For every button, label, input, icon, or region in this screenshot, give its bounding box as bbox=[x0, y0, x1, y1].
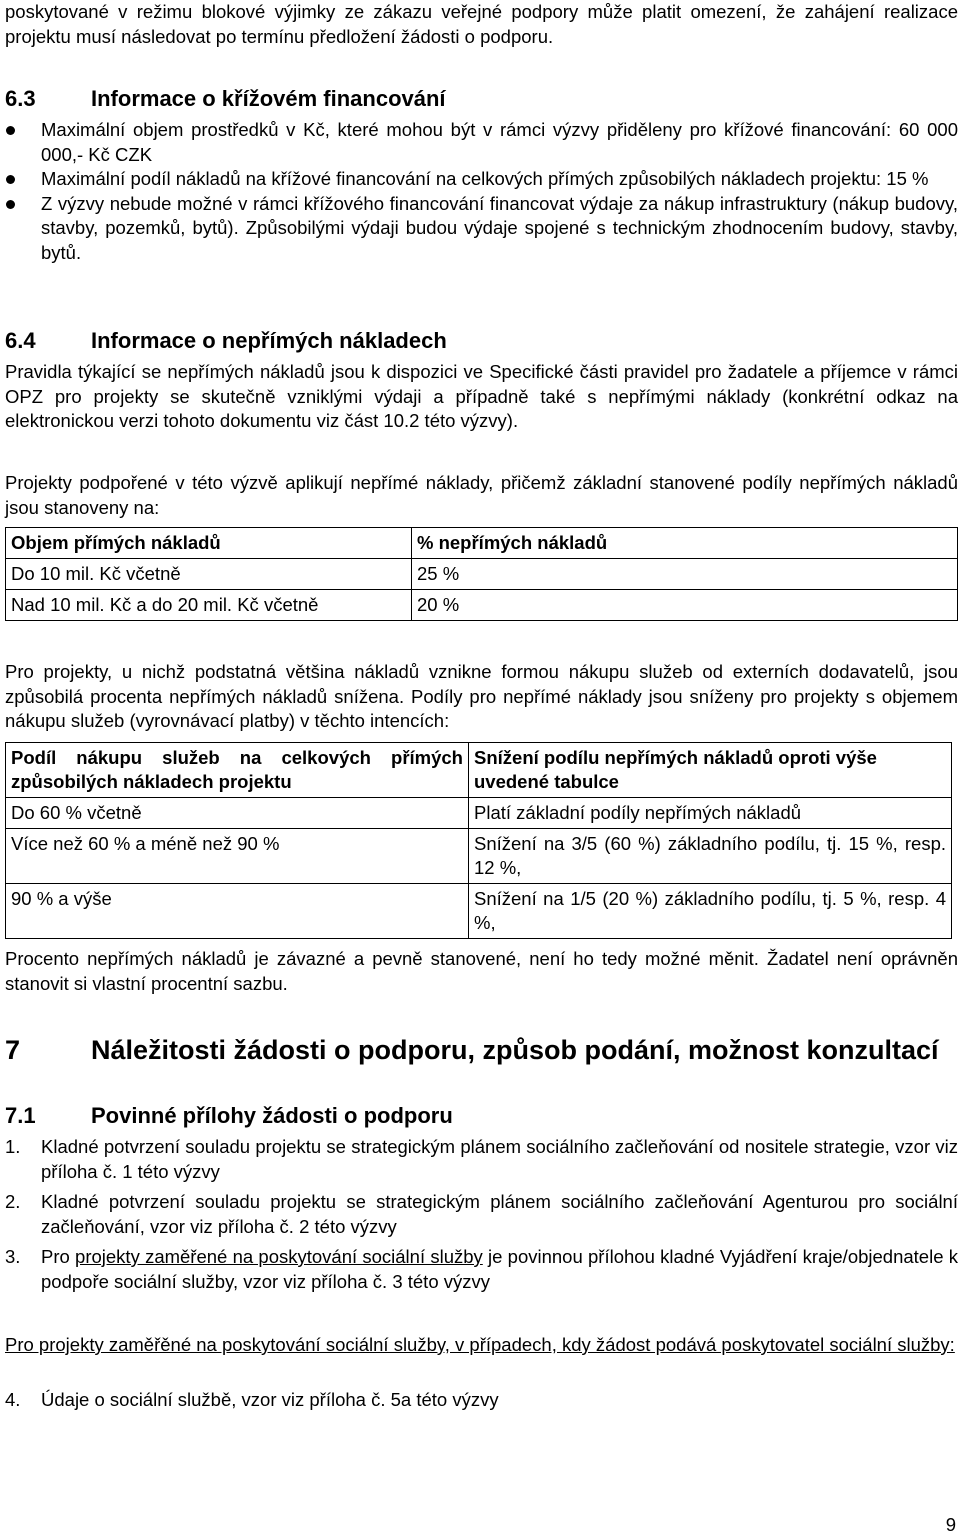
section-number: 7.1 bbox=[5, 1103, 36, 1128]
indirect-rates-table bbox=[5, 527, 958, 621]
list-item bbox=[5, 1190, 958, 1239]
section-7-heading bbox=[5, 1034, 958, 1066]
section-title: Povinné přílohy žádosti o podporu bbox=[91, 1103, 453, 1128]
table-cell: Více než 60 % a méně než 90 % bbox=[6, 829, 469, 884]
table-header-row bbox=[6, 743, 952, 798]
table-row bbox=[6, 798, 952, 829]
section-7-1-heading bbox=[5, 1103, 453, 1129]
list-item-text: je povinnou přílohou kladné Vyjádření kraje/objednatele k podpoře sociální služby, vzor viz příloha č. 3 této výzvy bbox=[41, 1246, 958, 1292]
section-number: 6.4 bbox=[5, 328, 36, 353]
underlined-text: projekty zaměřené na poskytování sociální služby bbox=[75, 1246, 483, 1267]
list-item: Z výzvy nebude možné v rámci křížového financování financovat výdaje za nákup infrastruktury (nákup budovy, stavby, pozemků, bytů). Způsobilými výdaji budou výdaje spojené s technickým zhodnocením budovy, stavby, bytů. bbox=[5, 192, 958, 266]
list-item-number: 4. bbox=[5, 1389, 21, 1410]
attachments-list bbox=[5, 1135, 958, 1294]
table-cell: Snížení na 3/5 (60 %) základního podílu, tj. 15 %, resp. 12 %, bbox=[469, 829, 952, 884]
table-cell: 90 % a výše bbox=[6, 884, 469, 939]
table-header-cell: Snížení podílu nepřímých nákladů oproti výše uvedené tabulce bbox=[469, 743, 952, 798]
list-item bbox=[5, 1245, 958, 1294]
page-number: 9 bbox=[945, 1514, 956, 1535]
table-header-cell: Objem přímých nákladů bbox=[6, 528, 412, 559]
section-6-3-heading bbox=[5, 86, 446, 112]
section-title: Náležitosti žádosti o podporu, způsob podání, možnost konzultací bbox=[91, 1035, 939, 1065]
attachments-list-continued bbox=[5, 1388, 958, 1413]
list-item-number: 2. bbox=[5, 1191, 21, 1212]
cross-financing-list bbox=[5, 118, 958, 265]
table-cell: Platí základní podíly nepřímých nákladů bbox=[469, 798, 952, 829]
section-title: Informace o křížovém financování bbox=[91, 86, 446, 111]
table-header-row bbox=[6, 528, 958, 559]
table-header-cell: % nepřímých nákladů bbox=[412, 528, 958, 559]
table-cell: Do 60 % včetně bbox=[6, 798, 469, 829]
list-item-text: Kladné potvrzení souladu projektu se strategickým plánem sociálního začleňování Agenturou pro sociální začleňování, vzor viz příloha č. 2 této výzvy bbox=[41, 1191, 958, 1237]
indirect-costs-intro-paragraph: Projekty podpořené v této výzvě aplikují nepřímé náklady, přičemž základní stanovené podíly nepřímých nákladů jsou stanoveny na: bbox=[5, 472, 958, 518]
fixed-rate-paragraph: Procento nepřímých nákladů je závazné a pevně stanovené, není ho tedy možné měnit. Žadatel není oprávněn stanovit si vlastní procentní sazbu. bbox=[5, 948, 958, 994]
table-cell: Snížení na 1/5 (20 %) základního podílu, tj. 5 %, resp. 4 %, bbox=[469, 884, 952, 939]
table-header-cell: Podíl nákupu služeb na celkových přímých způsobilých nákladech projektu bbox=[6, 743, 469, 798]
list-item-text: Pro bbox=[41, 1246, 76, 1267]
reduction-table bbox=[5, 742, 952, 939]
table-row bbox=[6, 884, 952, 939]
table-cell: 25 % bbox=[412, 559, 958, 590]
services-reduction-paragraph: Pro projekty, u nichž podstatná většina nákladů vznikne formou nákupu služeb od externích dodavatelů, jsou způsobilá procenta nepřímých nákladů snížena. Podíly pro nepřímé náklady jsou sníženy pro projekty s objemem nákupu služeb (vyrovnávací platby) v těchto intencích: bbox=[5, 661, 958, 731]
list-item bbox=[5, 1388, 958, 1413]
table-row bbox=[6, 559, 958, 590]
section-title: Informace o nepřímých nákladech bbox=[91, 328, 447, 353]
list-item: Maximální podíl nákladů na křížové financování na celkových přímých způsobilých nákladech projektu: 15 % bbox=[5, 167, 958, 192]
section-6-4-heading bbox=[5, 328, 447, 354]
table-cell: Do 10 mil. Kč včetně bbox=[6, 559, 412, 590]
list-item-number: 1. bbox=[5, 1136, 21, 1157]
section-number: 6.3 bbox=[5, 86, 36, 111]
list-item: Maximální objem prostředků v Kč, které mohou být v rámci výzvy přiděleny pro křížové financování: 60 000 000,- Kč CZK bbox=[5, 118, 958, 167]
section-number: 7 bbox=[5, 1035, 21, 1065]
table-row bbox=[6, 590, 958, 621]
list-item-text: Údaje o sociální službě, vzor viz příloha č. 5a této výzvy bbox=[41, 1389, 499, 1410]
section-7-heading-row bbox=[5, 1034, 958, 1066]
underlined-text: Pro projekty zaměřěné na poskytování sociální služby, v případech, kdy žádost podává poskytovatel sociální služby: bbox=[5, 1334, 955, 1355]
indirect-costs-paragraph: Pravidla týkající se nepřímých nákladů jsou k dispozici ve Specifické části pravidel pro žadatele a příjemce v rámci OPZ pro projekty se skutečně vzniklými výdaji a případně také s nepřímými náklady (konkrétní odkaz na elektronickou verzi tohoto dokumentu viz část 10.2 této výzvy). bbox=[5, 361, 958, 431]
table-row bbox=[6, 829, 952, 884]
list-item-text: Kladné potvrzení souladu projektu se strategickým plánem sociálního začleňování od nositele strategie, vzor viz příloha č. 1 této výzvy bbox=[41, 1136, 958, 1182]
list-item-number: 3. bbox=[5, 1246, 21, 1267]
table-cell: Nad 10 mil. Kč a do 20 mil. Kč včetně bbox=[6, 590, 412, 621]
table-cell: 20 % bbox=[412, 590, 958, 621]
intro-paragraph: poskytované v režimu blokové výjimky ze zákazu veřejné podpory může platit omezení, že zahájení realizace projektu musí následovat po termínu předložení žádosti o podporu. bbox=[5, 1, 958, 47]
list-item bbox=[5, 1135, 958, 1184]
social-service-paragraph bbox=[5, 1333, 958, 1358]
